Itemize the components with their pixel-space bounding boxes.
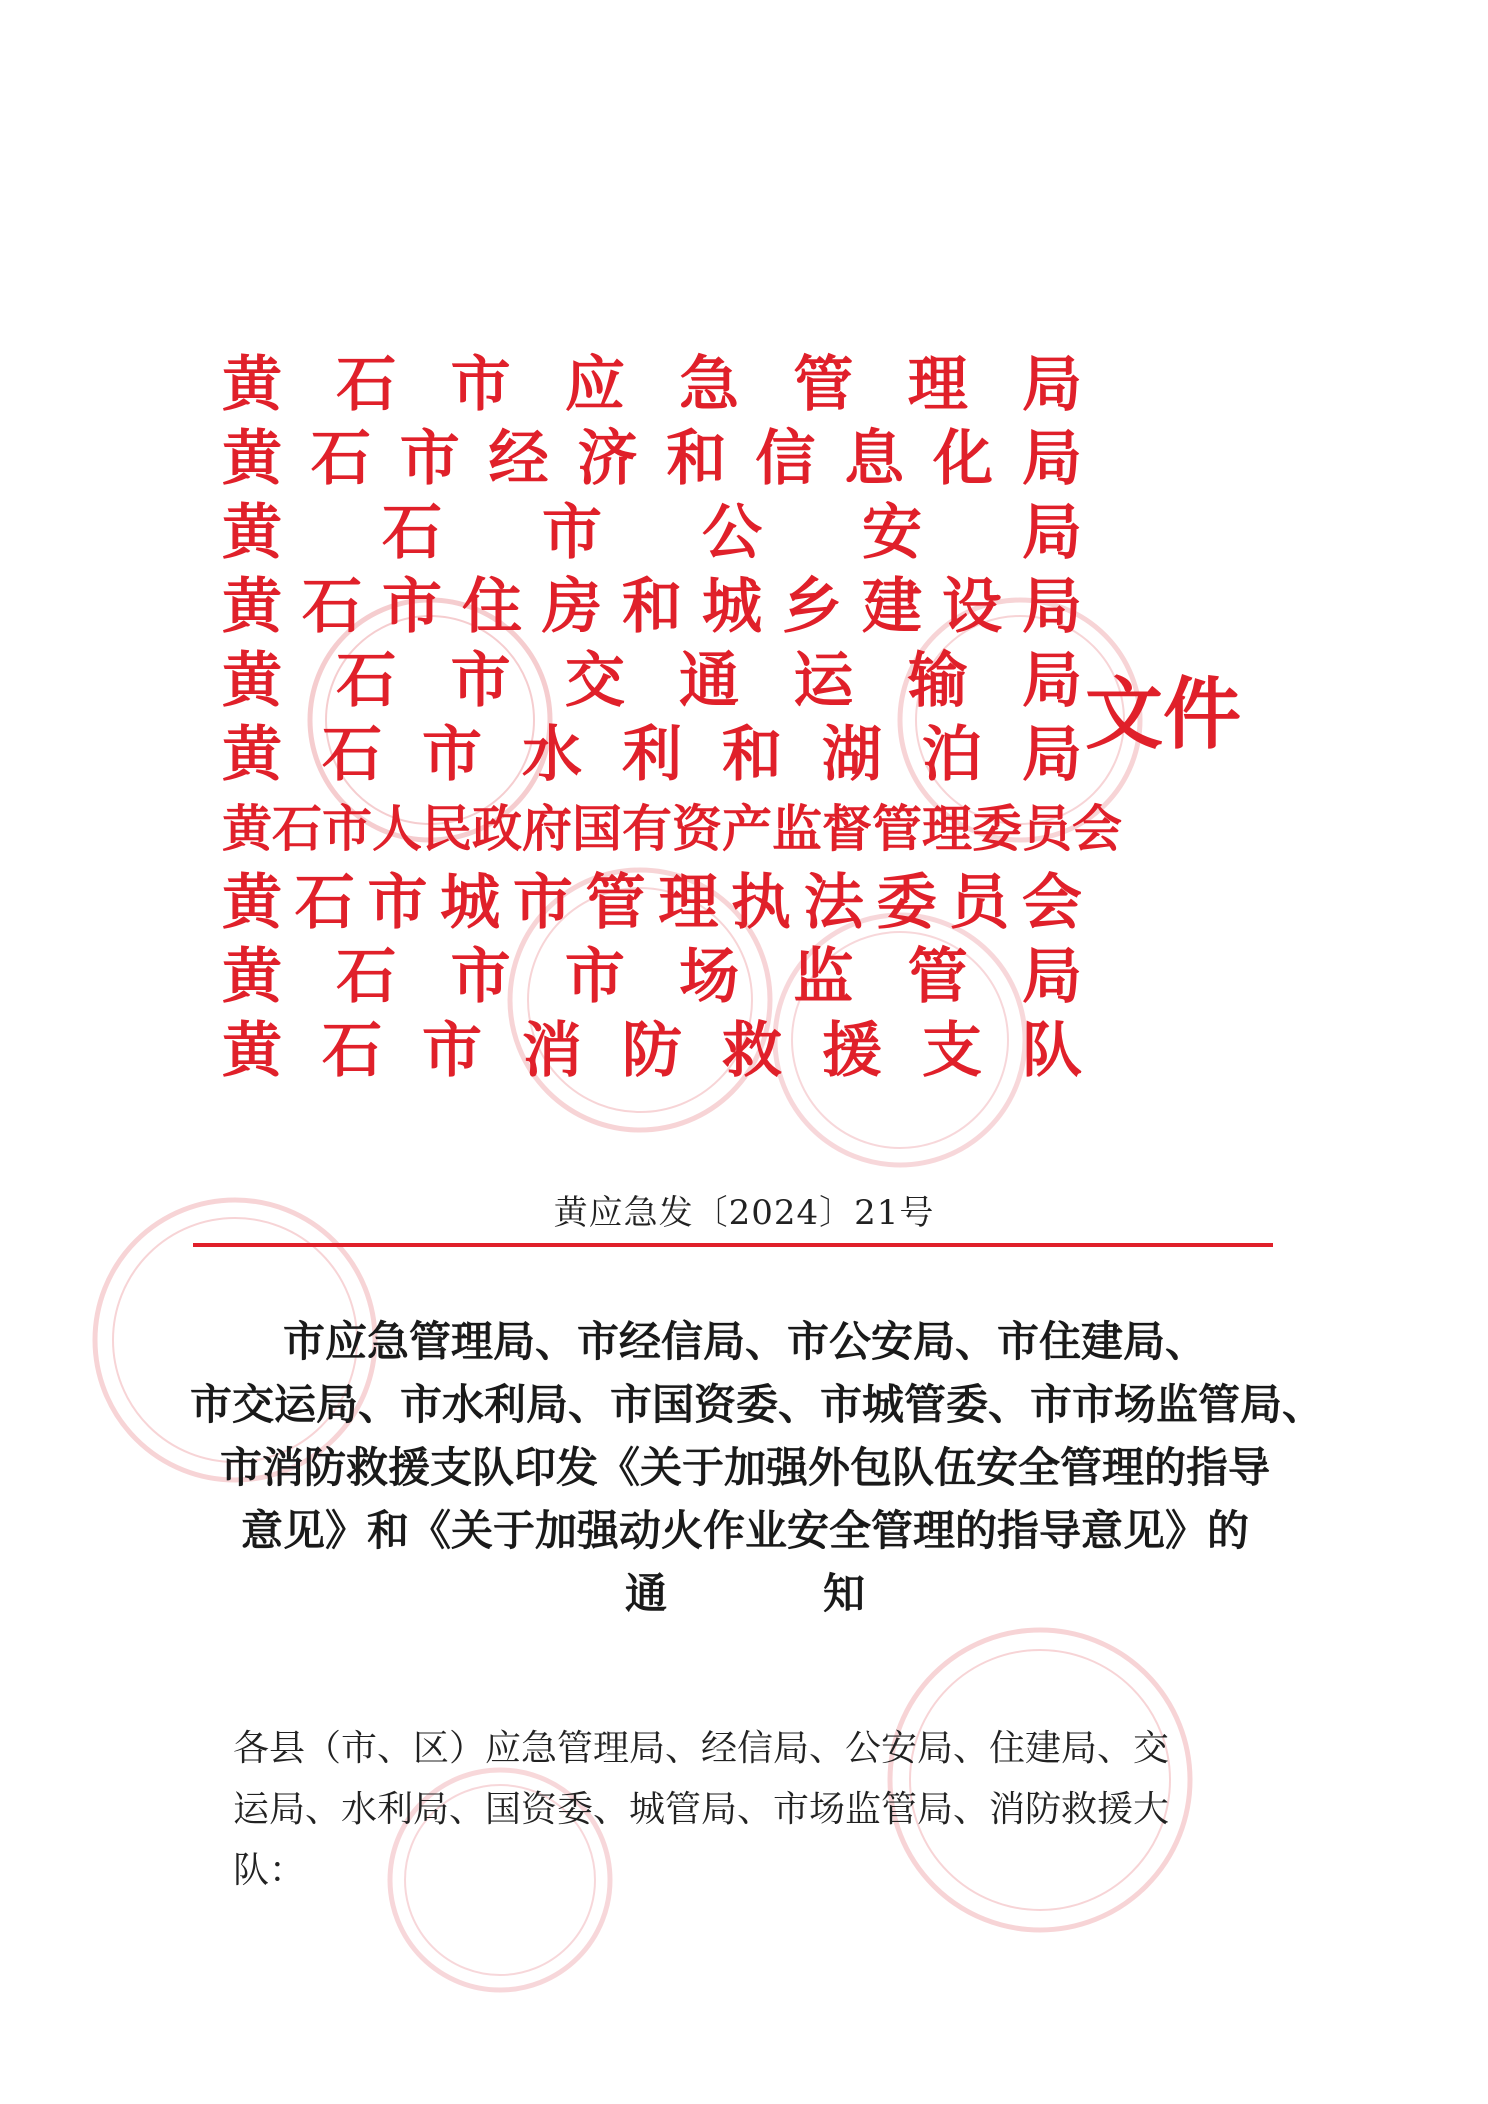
title-line: 意见》和《关于加强动火作业安全管理的指导意见》的: [240, 1506, 1249, 1555]
issuer-char: 员: [1022, 799, 1072, 858]
issuer-char: 建: [862, 572, 922, 642]
issuer-char: 市: [382, 572, 442, 642]
issuer-char: 石: [310, 424, 371, 494]
issuer-char: 市: [512, 868, 573, 938]
issuer-char: 管: [907, 942, 968, 1012]
issuer-char: 执: [731, 868, 792, 938]
issuer-char: 会: [1021, 868, 1082, 938]
issuer-char: 市: [422, 720, 482, 790]
issuer-char: 市: [450, 350, 511, 420]
issuer-char: 队: [1022, 1016, 1082, 1086]
issuer-char: 泊: [922, 720, 982, 790]
issuer-char: 局: [1022, 498, 1082, 568]
issuer-char: 市: [322, 799, 372, 858]
issuer-char: 市: [367, 868, 428, 938]
issuer-char: 石: [336, 350, 397, 420]
issuer-char: 和: [666, 424, 727, 494]
issuer-char: 石: [382, 498, 442, 568]
issuer-char: 援: [822, 1016, 882, 1086]
issuer-char: 支: [922, 1016, 982, 1086]
issuer-char: 管: [793, 350, 854, 420]
issuer-char: 府: [522, 799, 572, 858]
issuer-char: 会: [1072, 799, 1122, 858]
issuer-char: 黄: [222, 720, 282, 790]
issuer-char: 场: [679, 942, 740, 1012]
issuer-char: 急: [679, 350, 740, 420]
addressee-line: 队：: [233, 1850, 306, 1891]
issuer-char: 产: [722, 799, 772, 858]
issuer-char: 和: [722, 720, 782, 790]
issuer-char: 运: [793, 646, 854, 716]
issuer-char: 通: [679, 646, 740, 716]
issuer-char: 黄: [222, 424, 282, 494]
issuer-char: 石: [322, 720, 382, 790]
issuer-name: [222, 792, 1122, 866]
issuer-char: 市: [542, 498, 602, 568]
issuer-char: 房: [542, 572, 602, 642]
issuer-char: 黄: [222, 942, 282, 1012]
issuer-char: 化: [933, 424, 993, 494]
addressee-line: 运局、水利局、国资委、城管局、市场监管局、消防救援大: [233, 1789, 1170, 1830]
document-type-label: 文件: [1085, 669, 1242, 760]
title-line: 市消防救援支队印发《关于加强外包队伍安全管理的指导: [219, 1443, 1270, 1492]
issuer-char: 住: [462, 572, 522, 642]
issuer-name: [222, 1014, 1082, 1088]
issuer-char: 国: [572, 799, 622, 858]
issuer-char: 应: [564, 350, 625, 420]
issuer-char: 市: [450, 942, 511, 1012]
issuer-char: 监: [793, 942, 854, 1012]
issuer-char: 黄: [222, 646, 282, 716]
issuer-name: [222, 866, 1082, 940]
issuer-char: 有: [622, 799, 672, 858]
title-line: 市交运局、市水利局、市国资委、市城管委、市市场监管局、: [190, 1380, 1325, 1429]
issuer-char: 管: [585, 868, 646, 938]
addressee-line: 各县（市、区）应急管理局、经信局、公安局、住建局、交: [233, 1728, 1170, 1769]
issuer-char: 民: [422, 799, 472, 858]
issuer-char: 督: [822, 799, 872, 858]
issuer-char: 黄: [222, 799, 272, 858]
issuer-char: 理: [922, 799, 972, 858]
issuer-char: 济: [577, 424, 638, 494]
issuer-char: 人: [372, 799, 422, 858]
issuer-name: [222, 496, 1082, 570]
title-char: 通: [624, 1569, 667, 1618]
issuer-char: 理: [907, 350, 968, 420]
issuer-char: 黄: [222, 572, 282, 642]
issuer-char: 局: [1021, 646, 1082, 716]
issuer-char: 防: [622, 1016, 682, 1086]
issuer-char: 局: [1021, 942, 1082, 1012]
issuing-authorities: [222, 348, 1122, 1088]
issuer-char: 市: [399, 424, 460, 494]
issuer-char: 息: [844, 424, 905, 494]
issuer-char: 政: [472, 799, 522, 858]
issuer-char: 市: [422, 1016, 482, 1086]
issuer-char: 理: [658, 868, 719, 938]
issuer-char: 黄: [222, 350, 282, 420]
issuer-char: 设: [942, 572, 1002, 642]
issuer-char: 石: [272, 799, 322, 858]
issuer-char: 交: [564, 646, 625, 716]
issuer-char: 市: [450, 646, 511, 716]
issuer-char: 石: [294, 868, 355, 938]
issuer-name: [222, 570, 1082, 644]
addressee: [233, 1718, 1238, 1901]
issuer-char: 黄: [222, 868, 282, 938]
issuer-char: 黄: [222, 498, 282, 568]
issuer-name: [222, 940, 1082, 1014]
issuer-char: 水: [522, 720, 582, 790]
issuer-char: 局: [1022, 572, 1082, 642]
issuer-char: 湖: [822, 720, 882, 790]
issuer-char: 法: [803, 868, 864, 938]
issuer-char: 城: [702, 572, 762, 642]
issuer-char: 石: [322, 1016, 382, 1086]
issuer-char: 管: [872, 799, 922, 858]
issuer-char: 石: [336, 646, 397, 716]
title-line-notice: [190, 1562, 1300, 1625]
issuer-char: 经: [488, 424, 549, 494]
issuer-char: 消: [522, 1016, 582, 1086]
title-line: 市应急管理局、市经信局、市公安局、市住建局、: [282, 1317, 1207, 1366]
issuer-char: 员: [949, 868, 1010, 938]
title-char: 知: [823, 1569, 866, 1618]
issuer-name: [222, 422, 1082, 496]
issuer-name: [222, 718, 1082, 792]
issuer-char: 利: [622, 720, 682, 790]
issuer-char: 局: [1022, 720, 1082, 790]
issuer-name: [222, 644, 1082, 718]
document-title: [190, 1310, 1325, 1625]
issuer-char: 石: [336, 942, 397, 1012]
issuer-char: 局: [1021, 350, 1082, 420]
issuer-char: 和: [622, 572, 682, 642]
issuer-name: [222, 348, 1082, 422]
issuer-char: 安: [862, 498, 922, 568]
issuer-char: 城: [440, 868, 501, 938]
issuer-char: 公: [702, 498, 762, 568]
red-separator-line: [193, 1243, 1273, 1247]
issuer-char: 石: [302, 572, 362, 642]
issuer-char: 监: [772, 799, 822, 858]
issuer-char: 局: [1021, 424, 1082, 494]
issuer-char: 委: [972, 799, 1022, 858]
issuer-char: 信: [755, 424, 816, 494]
issuer-char: 资: [672, 799, 722, 858]
issuer-char: 市: [564, 942, 625, 1012]
issuer-char: 乡: [782, 572, 842, 642]
issuer-char: 输: [907, 646, 968, 716]
issuer-char: 委: [876, 868, 937, 938]
document-number: 黄应急发〔2024〕21号: [553, 1193, 935, 1233]
issuer-char: 黄: [222, 1016, 282, 1086]
issuer-char: 救: [722, 1016, 782, 1086]
